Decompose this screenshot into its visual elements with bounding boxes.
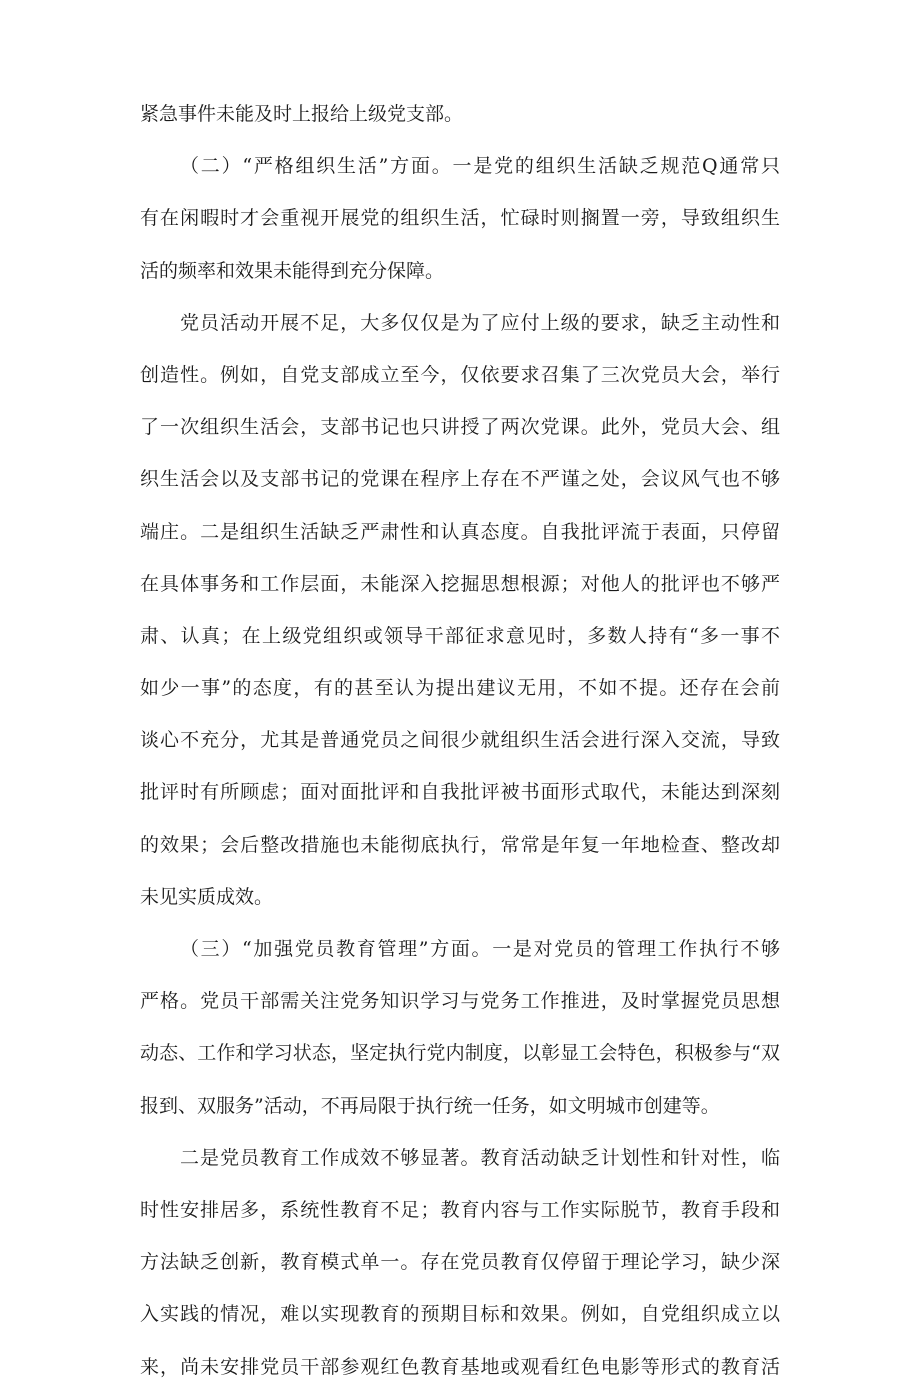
text-line: 如少一事”的态度，有的甚至认为提出建议无用，不如不提。还存在会前 — [140, 677, 780, 700]
text-line: 来，尚未安排党员干部参观红色教育基地或观看红色电影等形式的教育活 — [140, 1355, 780, 1378]
text-line: 批评时有所顾虑；面对面批评和自我批评被书面形式取代，未能达到深刻 — [140, 781, 780, 804]
text-line: 谈心不充分，尤其是普通党员之间很少就组织生活会进行深入交流，导致 — [140, 729, 780, 752]
text-line: 创造性。例如，自党支部成立至今，仅依要求召集了三次党员大会，举行 — [140, 363, 780, 386]
text-line: 紧急事件未能及时上报给上级党支部。 — [140, 103, 464, 125]
text-line: 方法缺乏创新，教育模式单一。存在党员教育仅停留于理论学习，缺少深 — [140, 1251, 780, 1274]
text-line: 的效果；会后整改措施也未能彻底执行，常常是年复一年地检查、整改却 — [140, 833, 780, 856]
text-line: 肃、认真；在上级党组织或领导干部征求意见时，多数人持有“多一事不 — [140, 624, 780, 647]
text-line: 有在闲暇时才会重视开展党的组织生活，忙碌时则搁置一旁，导致组织生 — [140, 207, 780, 230]
text-line: 入实践的情况，难以实现教育的预期目标和效果。例如，自党组织成立以 — [140, 1303, 780, 1326]
document-body — [140, 88, 780, 1393]
text-line: 在具体事务和工作层面，未能深入挖掘思想根源；对他人的批评也不够严 — [140, 572, 780, 595]
text-line: （三）“加强党员教育管理”方面。一是对党员的管理工作执行不够 — [180, 938, 780, 960]
text-line: 活的频率和效果未能得到充分保障。 — [140, 259, 445, 282]
text-line: 党员活动开展不足，大多仅仅是为了应付上级的要求，缺乏主动性和 — [180, 311, 780, 334]
text-line: 织生活会以及支部书记的党课在程序上存在不严谨之处，会议风气也不够 — [140, 468, 780, 491]
text-line: 严格。党员干部需关注党务知识学习与党务工作推进，及时掌握党员思想 — [140, 990, 780, 1013]
text-line: 端庄。二是组织生活缺乏严肃性和认真态度。自我批评流于表面，只停留 — [140, 520, 780, 543]
text-line: 未见实质成效。 — [140, 885, 274, 908]
text-line: 动态、工作和学习状态，坚定执行党内制度，以彰显工会特色，积极参与“双 — [140, 1042, 780, 1065]
text-line: （二）“严格组织生活”方面。一是党的组织生活缺乏规范Q通常只 — [180, 155, 780, 178]
text-line: 二是党员教育工作成效不够显著。教育活动缺乏计划性和针对性，临 — [180, 1146, 780, 1169]
text-line: 了一次组织生活会，支部书记也只讲授了两次党课。此外，党员大会、组 — [140, 416, 780, 439]
text-line: 报到、双服务”活动，不再局限于执行统一任务，如文明城市创建等。 — [140, 1094, 720, 1117]
text-line: 时性安排居多，系统性教育不足；教育内容与工作实际脱节，教育手段和 — [140, 1198, 780, 1221]
